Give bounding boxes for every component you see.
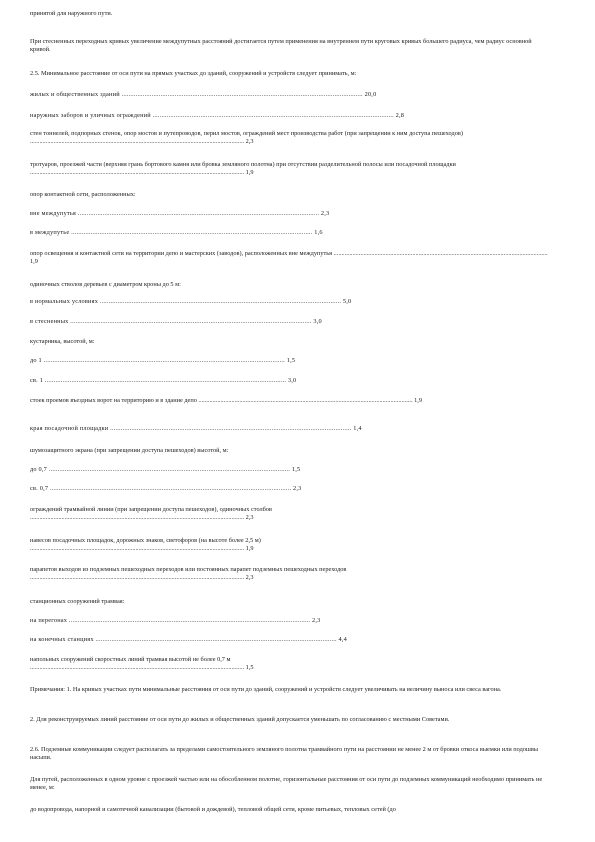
norm-row: на перегонах ........................................................................................................................................ 2,3 <box>30 617 321 624</box>
norm-row: вне междупутья ........................................................................................................................................ 2,3 <box>30 210 330 217</box>
section-heading: одиночных стволов деревьев с диаметром кроны до 5 м: <box>30 281 181 288</box>
norm-row: в нормальных условиях ........................................................................................................................................ 5,0 <box>30 298 352 305</box>
norm-row: жилых и общественных зданий ........................................................................................................................................ 20,0 <box>30 91 377 98</box>
norm-row: на конечных станциях ........................................................................................................................................ 4,4 <box>30 636 348 643</box>
norm-row-multiline: ограждений трамвайной линии (при запрещении доступа пешеходов), одиночных столбов ........................................................................................................................................ 2,3 <box>30 506 272 522</box>
norm-row: до 0,7 ........................................................................................................................................ 1,5 <box>30 466 301 473</box>
norm-row-multiline: опор освещения и контактной сети на территории депо и мастерских (заводов), расположенных вне междупутья ........................................................................................................................................ 1,9 <box>30 250 548 266</box>
norm-row-multiline: напольных сооружений скоростных линий трамвая высотой не более 0,7 м ........................................................................................................................................ 1,5 <box>30 656 254 672</box>
note-paragraph: Примечания: 1. На кривых участках пути минимальные расстояния от оси пути до зданий, сооружений и устройств следует увеличивать на величину выноса или свеса вагона. <box>30 686 502 693</box>
text-paragraph: При стесненных переходных кривых увеличение междупутных расстояний достигается путем применения на внутреннем пути круговых кривых большего радиуса, чем радиус основной кривой. <box>30 38 532 54</box>
norm-row-multiline: тротуаров, проезжей части (верхняя грань бортового камня или бровка земляного полотна) при отсутствии разделительной полосы или посадочной площадки ........................................................................................................................................ 1,9 <box>30 161 456 177</box>
text-line: 2.5. Минимальное расстояние от оси пути на прямых участках до зданий, сооружений и устройств следует принимать, м: <box>30 70 357 77</box>
norm-row: св. 1 ........................................................................................................................................ 3,0 <box>30 377 297 384</box>
section-heading: опор контактной сети, расположенных: <box>30 191 136 198</box>
norm-row: наружных заборов и уличных ограждений ........................................................................................................................................ 2,8 <box>30 112 405 119</box>
section-heading: шумозащитного экрана (при запрещении доступа пешеходов) высотой, м: <box>30 447 229 454</box>
text-paragraph: 2.6. Подземные коммуникации следует располагать за пределами самостоятельного земляного полотна трамвайного пути на расстоянии не менее 2 м от бровки откоса выемки или подошвы насыпи. <box>30 746 539 762</box>
norm-row: в междупутье ........................................................................................................................................ 1,6 <box>30 229 323 236</box>
norm-row: края посадочной площадки ........................................................................................................................................ 1,4 <box>30 425 362 432</box>
text-line: принятой для наружного пути. <box>30 10 113 17</box>
norm-row: св. 0,7 ........................................................................................................................................ 2,3 <box>30 485 302 492</box>
norm-row-multiline: парапетов выходов из подземных пешеходных переходов или постоянных парапет подземных пешеходных переходов ........................................................................................................................................ 2,3 <box>30 566 347 582</box>
section-heading: кустарника, высотой, м: <box>30 338 95 345</box>
text-paragraph: до водопровода, напорной и самотечной канализации (бытовой и дождевой), тепловой общей сети, кроме питьевых, тепловых сетей (до <box>30 806 396 813</box>
norm-row-multiline: стоек проемов въездных ворот на территорию и в здание депо ........................................................................................................................................ 1,9 <box>30 397 422 404</box>
note-paragraph: 2. Для реконструируемых линий расстояние от оси пути до жилых и общественных зданий допускается уменьшать по согласованию с местными Советами. <box>30 716 450 723</box>
norm-row: в стесненных ........................................................................................................................................ 3,0 <box>30 318 322 325</box>
text-paragraph: Для путей, расположенных в одном уровне с проезжей частью или на обособленном полотне, горизонтальные расстояния от оси пути до подземных коммуникаций необходимо принимать не менее, м: <box>30 776 543 792</box>
norm-row: до 1 ........................................................................................................................................ 1,5 <box>30 357 296 364</box>
section-heading: станционных сооружений трамвая: <box>30 598 125 605</box>
norm-row-multiline: стен тоннелей, подпорных стенок, опор мостов и путепроводов, перил мостов, ограждений мест производства работ (при запрещении к ним доступа пешеходов) ........................................................................................................................................ 2,3 <box>30 130 463 146</box>
norm-row-multiline: навесов посадочных площадок, дорожных знаков, светофоров (на высоте более 2,5 м) ........................................................................................................................................ 1,9 <box>30 537 261 553</box>
